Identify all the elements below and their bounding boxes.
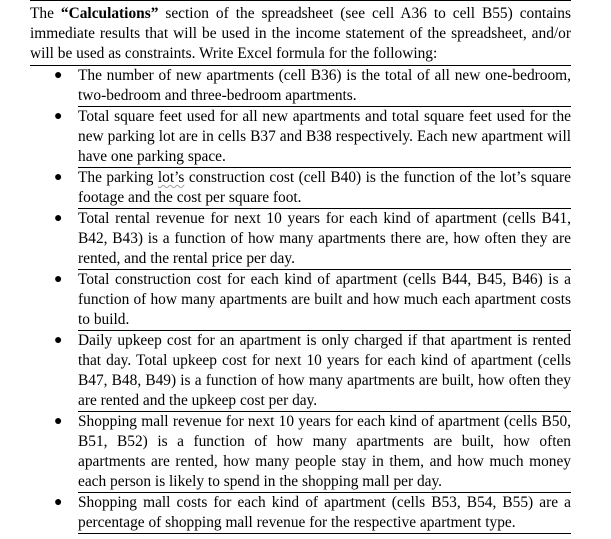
list-item	[30, 66, 571, 107]
bullet-icon: ●	[54, 109, 63, 124]
intro-prefix: The	[30, 5, 61, 22]
list-item-text: Total construction cost for each kind of apartment (cells B44, B45, B46) is a function of how many apartments are built and how much each apartment costs to build.	[78, 270, 571, 331]
list-item-text: Shopping mall costs for each kind of apartment (cells B53, B54, B55) are a percentage of shopping mall revenue for the respective apartment type.	[78, 493, 571, 534]
list-item	[30, 209, 571, 270]
list-item	[30, 331, 571, 412]
list-item-text	[78, 168, 571, 209]
list-item	[30, 412, 571, 493]
intro-paragraph	[30, 0, 571, 66]
document-page	[30, 0, 571, 534]
bullet-icon: ●	[54, 414, 63, 429]
bullet-icon: ●	[54, 333, 63, 348]
bullet-icon: ●	[54, 68, 63, 83]
bullet-icon: ●	[54, 211, 63, 226]
list-item	[30, 493, 571, 534]
list-item-text: The number of new apartments (cell B36) is the total of all new one-bedroom, two-bedroom and three-bedroom apartments.	[78, 66, 571, 107]
list-item	[30, 270, 571, 331]
requirements-list	[30, 66, 571, 534]
bullet-icon: ●	[54, 170, 63, 185]
list-item-text: Shopping mall revenue for next 10 years for each kind of apartment (cells B50, B51, B52) is a function of how many apartments are built, how often apartments are rented, how many people stay in them, and how much money each person is likely to spend in the shopping mall per day.	[78, 412, 571, 493]
list-item-text: Total square feet used for all new apartments and total square feet used for the new parking lot are in cells B37 and B38 respectively. Each new apartment will have one parking space.	[78, 107, 571, 168]
spellcheck-marked-word: lot’s	[157, 169, 185, 186]
list-item-text: Total rental revenue for next 10 years for each kind of apartment (cells B41, B42, B43) is a function of how many apartments there are, how often they are rented, and the rental price per day.	[78, 209, 571, 270]
bullet-icon: ●	[54, 272, 63, 287]
intro-text: section of the spreadsheet (see cell A36 to cell B55) contains immediate results that will be used in the income statement of the spreadsheet, and/or will be used as constraints. Write Excel formula for the following:	[30, 5, 571, 62]
list-item-text: Daily upkeep cost for an apartment is only charged if that apartment is rented that day. Total upkeep cost for next 10 years for each kind of apartment (cells B47, B48, B49) is a function of how many apartments are built, how often they are rented and the upkeep cost per day.	[78, 331, 571, 412]
text-segment: construction cost (cell B40) is the function of the lot’s square footage and the cost per square foot.	[78, 169, 572, 206]
bullet-icon: ●	[54, 495, 63, 510]
list-item	[30, 168, 571, 209]
section-name: “Calculations”	[60, 5, 159, 22]
text-segment: The parking	[78, 169, 158, 186]
list-item	[30, 107, 571, 168]
